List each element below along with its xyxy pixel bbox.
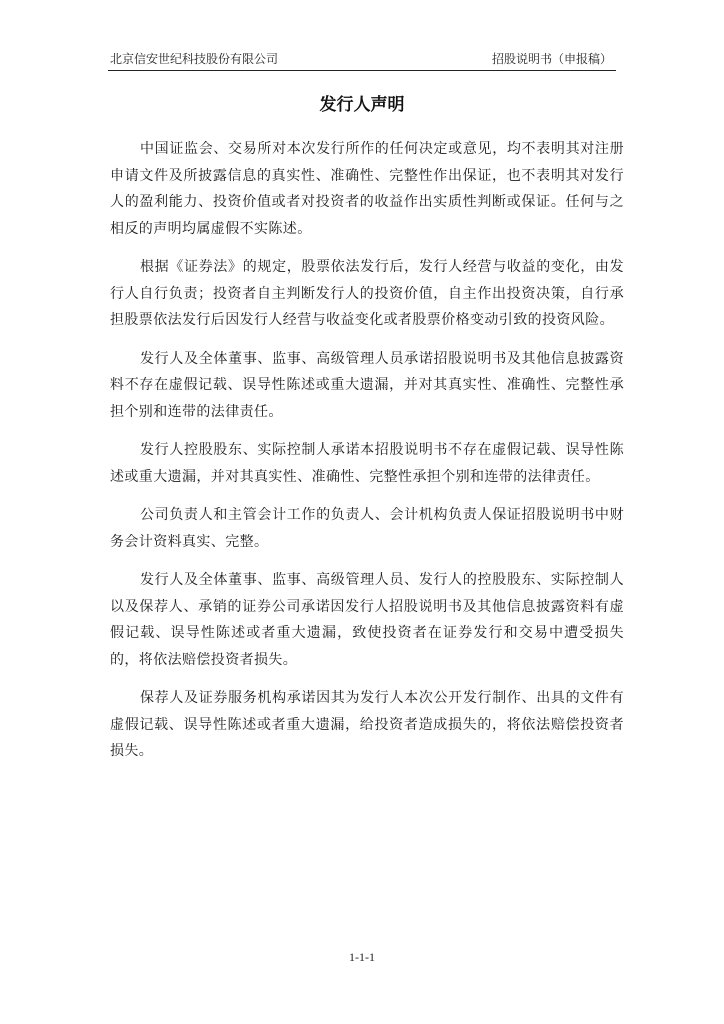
- paragraph-financial-accuracy: 公司负责人和主管会计工作的负责人、会计机构负责人保证招股说明书中财务会计资料真实、完整。: [110, 507, 624, 550]
- page-number: 1-1-1: [349, 950, 375, 964]
- paragraph-regulator-disclaimer: 中国证监会、交易所对本次发行所作的任何决定或意见，均不表明其对注册申请文件及所披露信息的真实性、准确性、完整性作出保证，也不表明其对发行人的盈利能力、投资价值或者对投资者的收益作出实质性判断或保证。任何与之相反的声明均属虚假不实陈述。: [110, 141, 624, 237]
- paragraph-board-commitment: 发行人及全体董事、监事、高级管理人员承诺招股说明书及其他信息披露资料不存在虚假记载、误导性陈述或重大遗漏，并对其真实性、准确性、完整性承担个别和连带的法律责任。: [110, 350, 624, 420]
- paragraph-compensation-commitment: 发行人及全体董事、监事、高级管理人员、发行人的控股股东、实际控制人以及保荐人、承销的证券公司承诺因发行人招股说明书及其他信息披露资料有虚假记载、误导性陈述或者重大遗漏，致使投资者在证券发行和交易中遭受损失的，将依法赔偿投资者损失。: [110, 572, 624, 668]
- declaration-body: [110, 136, 624, 777]
- page-title: 发行人声明: [319, 95, 405, 115]
- page-header: [108, 50, 616, 70]
- paragraph-sponsor-commitment: 保荐人及证券服务机构承诺因其为发行人本次公开发行制作、出具的文件有虚假记载、误导性陈述或者重大遗漏，给投资者造成损失的，将依法赔偿投资者损失。: [110, 690, 624, 759]
- paragraph-investment-risk: 根据《证券法》的规定，股票依法发行后，发行人经营与收益的变化，由发行人自行负责；投资者自主判断发行人的投资价值，自主作出投资决策，自行承担股票依法发行后因发行人经营与收益变化或者股票价格变动引致的投资风险。: [110, 259, 624, 328]
- paragraph-controller-commitment: 发行人控股股东、实际控制人承诺本招股说明书不存在虚假记载、误导性陈述或重大遗漏，并对其真实性、准确性、完整性承担个别和连带的法律责任。: [110, 442, 624, 485]
- header-company-name: 北京信安世纪科技股份有限公司: [110, 52, 279, 66]
- header-divider: [108, 70, 616, 71]
- header-document-type: 招股说明书（申报稿）: [491, 52, 612, 66]
